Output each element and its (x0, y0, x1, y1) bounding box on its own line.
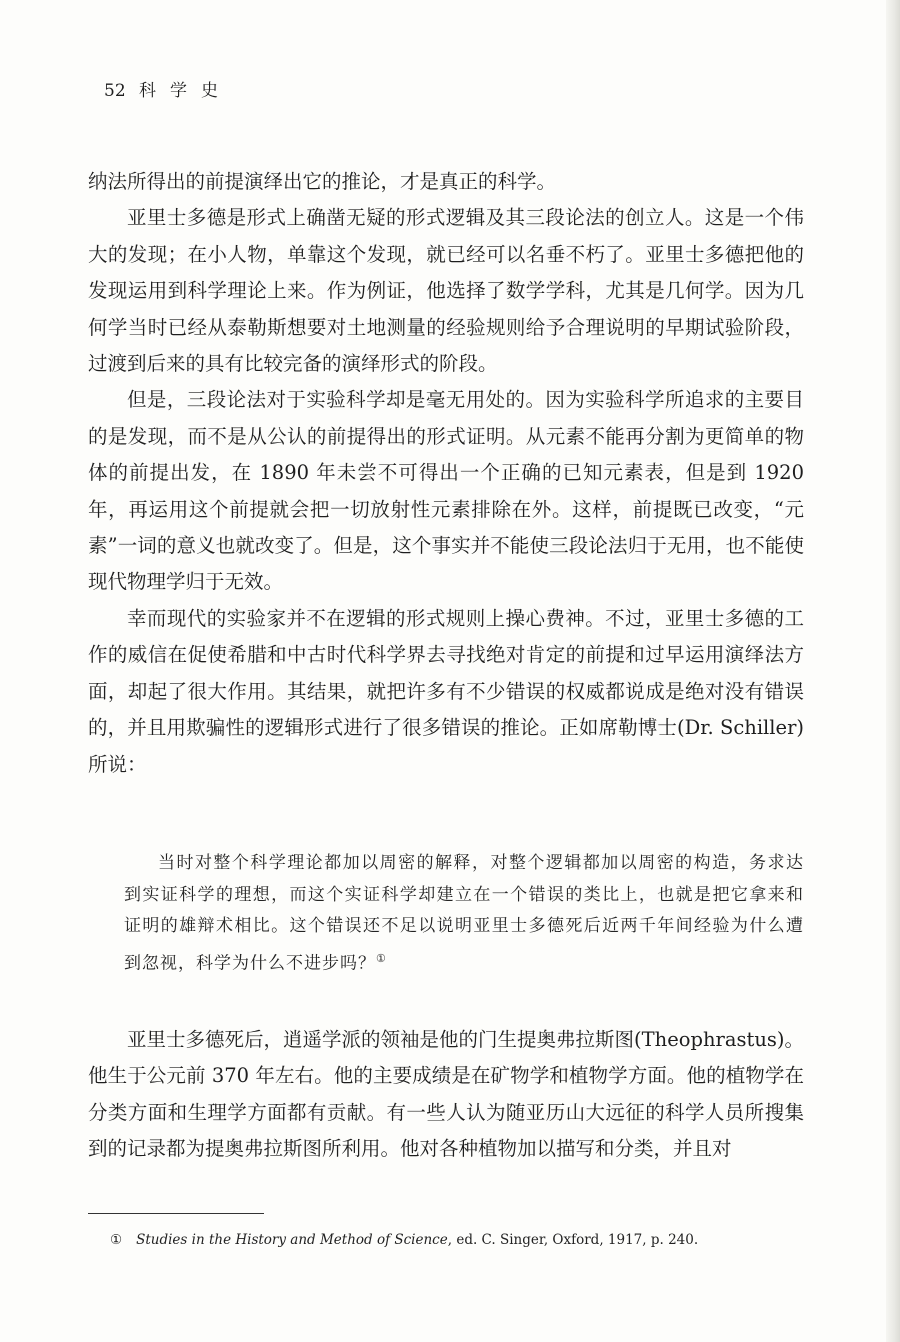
footnote-mark: ① (110, 1232, 123, 1248)
book-title: 科学史 (139, 81, 233, 101)
paragraph-5: 亚里士多德死后，逍遥学派的领袖是他的门生提奥弗拉斯图(Theophrastus)。他生于公元前 370 年左右。他的主要成绩是在矿物学和植物学方面。他的植物学在分类方面和生理学方面都有贡献。有一些人认为随亚历山大远征的科学人员所搜集到的记录都为提奥弗拉斯图所利用。他对各种植物加以描写和分类，并且对 (88, 1028, 804, 1161)
quote-paragraph (124, 848, 804, 980)
paragraph-3: 但是，三段论法对于实验科学却是毫无用处的。因为实验科学所追求的主要目的是发现，而不是从公认的前提得出的形式证明。从元素不能再分割为更简单的物体的前提出发，在 1890 年未尝不可得出一个正确的已知元素表，但是到 1920 年，再运用这个前提就会把一切放射性元素排除在外。这样，前提既已改变，“元素”一词的意义也就改变了。但是，这个事实并不能使三段论法归于无用，也不能使现代物理学归于无效。 (88, 388, 804, 594)
paragraph-4: 幸而现代的实验家并不在逻辑的形式规则上操心费神。不过，亚里士多德的工作的威信在促使希腊和中古时代科学界去寻找绝对肯定的前提和过早运用演绎法方面，却起了很大作用。其结果，就把许多有不少错误的权威都说成是绝对没有错误的，并且用欺骗性的逻辑形式进行了很多错误的推论。正如席勒博士(Dr. Schiller)所说： (88, 606, 804, 776)
footnote (110, 1232, 810, 1248)
main-text-continued (88, 1022, 804, 1168)
page-number: 52 (104, 81, 126, 101)
main-text (88, 164, 804, 783)
footnote-divider (88, 1213, 264, 1214)
footnote-citation: , ed. C. Singer, Oxford, 1917, p. 240. (447, 1232, 699, 1248)
page-edge-shadow (886, 0, 900, 1342)
footnote-title: Studies in the History and Method of Science (136, 1232, 448, 1248)
footnote-ref: ① (376, 951, 386, 965)
paragraph-1: 纳法所得出的前提演绎出它的推论，才是真正的科学。 (88, 170, 557, 193)
paragraph-2: 亚里士多德是形式上确凿无疑的形式逻辑及其三段论法的创立人。这是一个伟大的发现；在小人物，单靠这个发现，就已经可以名垂不朽了。亚里士多德把他的发现运用到科学理论上来。作为例证，他选择了数学学科，尤其是几何学。因为几何学当时已经从泰勒斯想要对土地测量的经验规则给予合理说明的早期试验阶段，过渡到后来的具有比较完备的演绎形式的阶段。 (88, 206, 804, 376)
block-quote (124, 848, 804, 980)
quote-text: 当时对整个科学理论都加以周密的解释，对整个逻辑都加以周密的构造，务求达到实证科学的理想，而这个实证科学却建立在一个错误的类比上，也就是把它拿来和证明的雄辩术相比。这个错误还不足以说明亚里士多德死后近两千年间经验为什么遭到忽视，科学为什么不进步吗？ (124, 853, 804, 974)
running-header (104, 76, 232, 101)
